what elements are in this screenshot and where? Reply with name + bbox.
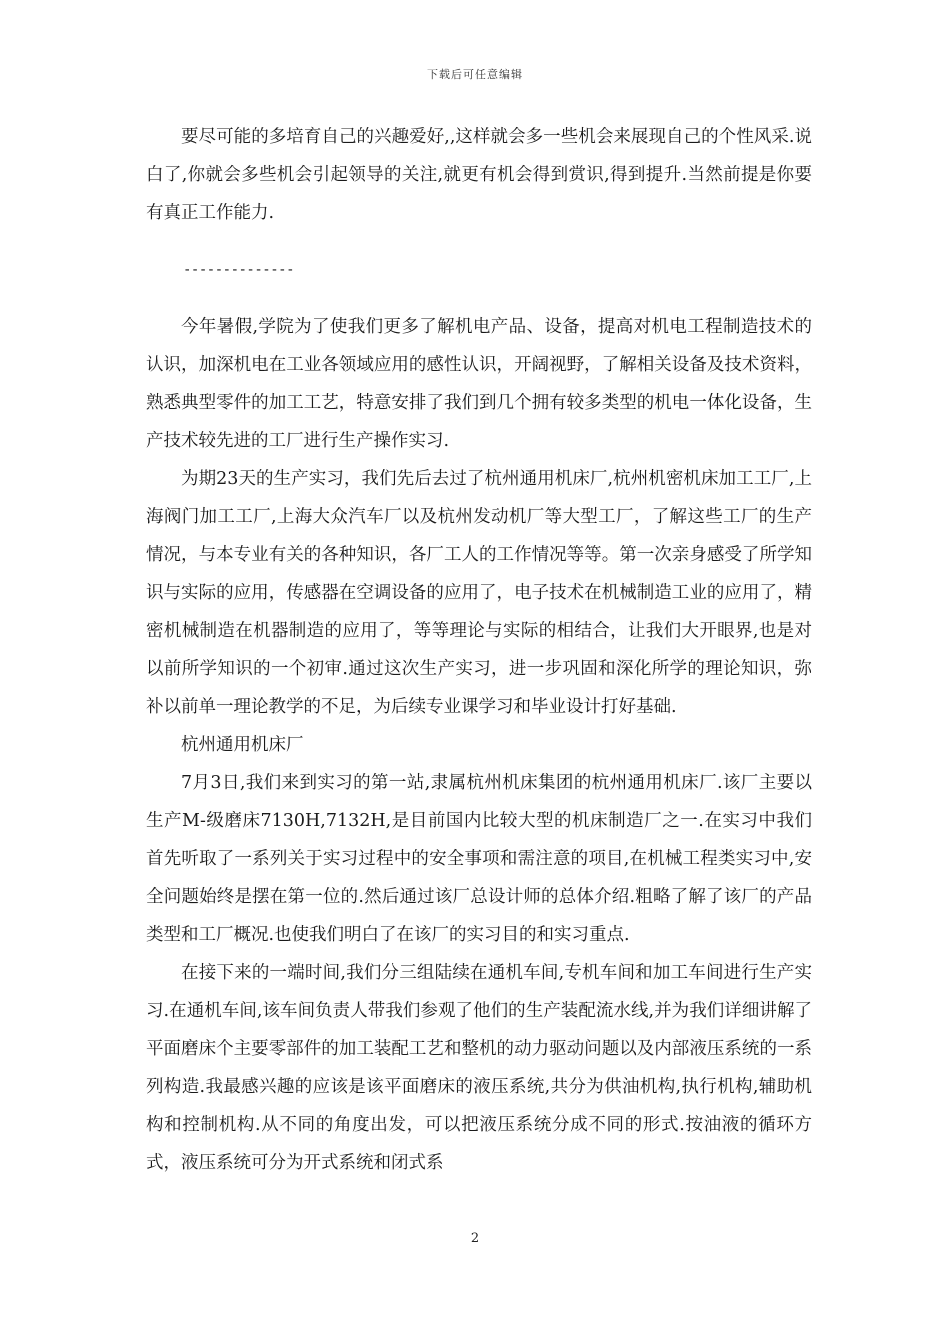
paragraph-summer-internship: 今年暑假,学院为了使我们更多了解机电产品、设备，提高对机电工程制造技术的认识，加深机电在工业各领域应用的感性认识，开阔视野，了解相关设备及技术资料，熟悉典型零件的加工工艺，特意安排了我们到几个拥有较多类型的机电一体化设备，生产技术较先进的工厂进行生产操作实习. [146,317,812,451]
paragraph-workshop-practice: 在接下来的一端时间,我们分三组陆续在通机车间,专机车间和加工车间进行生产实习.在通机车间,该车间负责人带我们参观了他们的生产装配流水线,并为我们详细讲解了平面磨床个主要零部件的加工装配工艺和整机的动力驱动问题以及内部液压系统的一系列构造.我最感兴趣的应该是该平面磨床的液压系统,共分为供油机构,执行机构,辅助机构和控制机构.从不同的角度出发，可以把液压系统分成不同的形式.按油液的循环方式，液压系统可分为开式系统和闭式系 [146,963,812,1173]
page-header-note: 下载后可任意编辑 [427,68,523,81]
page-number: 2 [470,1231,480,1246]
paragraph-interests: 要尽可能的多培育自己的兴趣爱好,,这样就会多一些机会来展现自己的个性风采.说白了,你就会多些机会引起领导的关注,就更有机会得到赏识,得到提升.当然前提是你要有真正工作能力. [146,127,812,223]
paragraph-first-stop: 7月3日,我们来到实习的第一站,隶属杭州机床集团的杭州通用机床厂.该厂主要以生产M-级磨床7130H,7132H,是目前国内比较大型的机床制造厂之一.在实习中我们首先听取了一系列关于实习过程中的安全事项和需注意的项目,在机械工程类实习中,安全问题始终是摆在第一位的.然后通过该厂总设计师的总体介绍.粗略了解了该厂的产品类型和工厂概况.也使我们明白了在该厂的实习目的和实习重点. [146,773,812,945]
section-heading-hangzhou-machine-tool: 杭州通用机床厂 [181,735,304,755]
section-separator: -------------- [183,262,295,278]
document-body [146,118,812,1182]
paragraph-internship-overview: 为期23天的生产实习，我们先后去过了杭州通用机床厂,杭州机密机床加工工厂,上海阀门加工工厂,上海大众汽车厂以及杭州发动机厂等大型工厂，了解这些工厂的生产情况，与本专业有关的各种知识，各厂工人的工作情况等等。第一次亲身感受了所学知识与实际的应用，传感器在空调设备的应用了，电子技术在机械制造工业的应用了，精密机械制造在机器制造的应用了，等等理论与实际的相结合，让我们大开眼界,也是对以前所学知识的一个初审.通过这次生产实习，进一步巩固和深化所学的理论知识，弥补以前单一理论教学的不足，为后续专业课学习和毕业设计打好基础. [146,469,812,717]
